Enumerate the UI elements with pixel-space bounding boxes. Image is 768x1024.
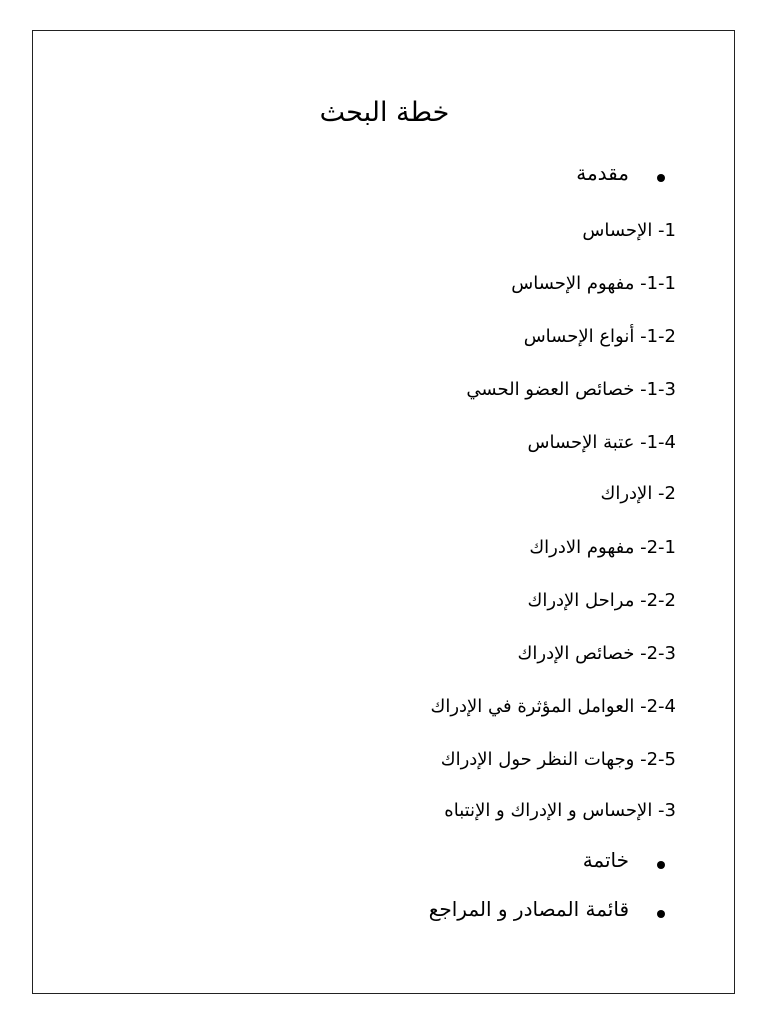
bullet-icon	[657, 174, 665, 182]
section-2-5: 2-5- وجهات النظر حول الإدراك	[440, 749, 676, 770]
references-item: قائمة المصادر و المراجع	[428, 897, 629, 921]
section-2-heading: 2- الإدراك	[600, 483, 676, 504]
section-1-heading: 1- الإحساس	[582, 220, 676, 241]
section-1-2: 1-2- أنواع الإحساس	[523, 326, 676, 347]
conclusion-item: خاتمة	[582, 848, 629, 872]
intro-item: مقدمة	[576, 161, 629, 185]
section-1-3: 1-3- خصائص العضو الحسي	[466, 379, 676, 400]
bullet-icon	[657, 910, 665, 918]
section-2-2: 2-2- مراحل الإدراك	[527, 590, 676, 611]
section-3-heading: 3- الإحساس و الإدراك و الإنتباه	[444, 800, 676, 821]
document-page	[32, 30, 735, 994]
document-title: خطة البحث	[319, 97, 450, 128]
bullet-icon	[657, 861, 665, 869]
section-2-1: 2-1- مفهوم الادراك	[529, 537, 676, 558]
section-2-3: 2-3- خصائص الإدراك	[517, 643, 676, 664]
section-2-4: 2-4- العوامل المؤثرة في الإدراك	[430, 696, 676, 717]
section-1-1: 1-1- مفهوم الإحساس	[511, 273, 676, 294]
section-1-4: 1-4- عتبة الإحساس	[527, 432, 676, 453]
